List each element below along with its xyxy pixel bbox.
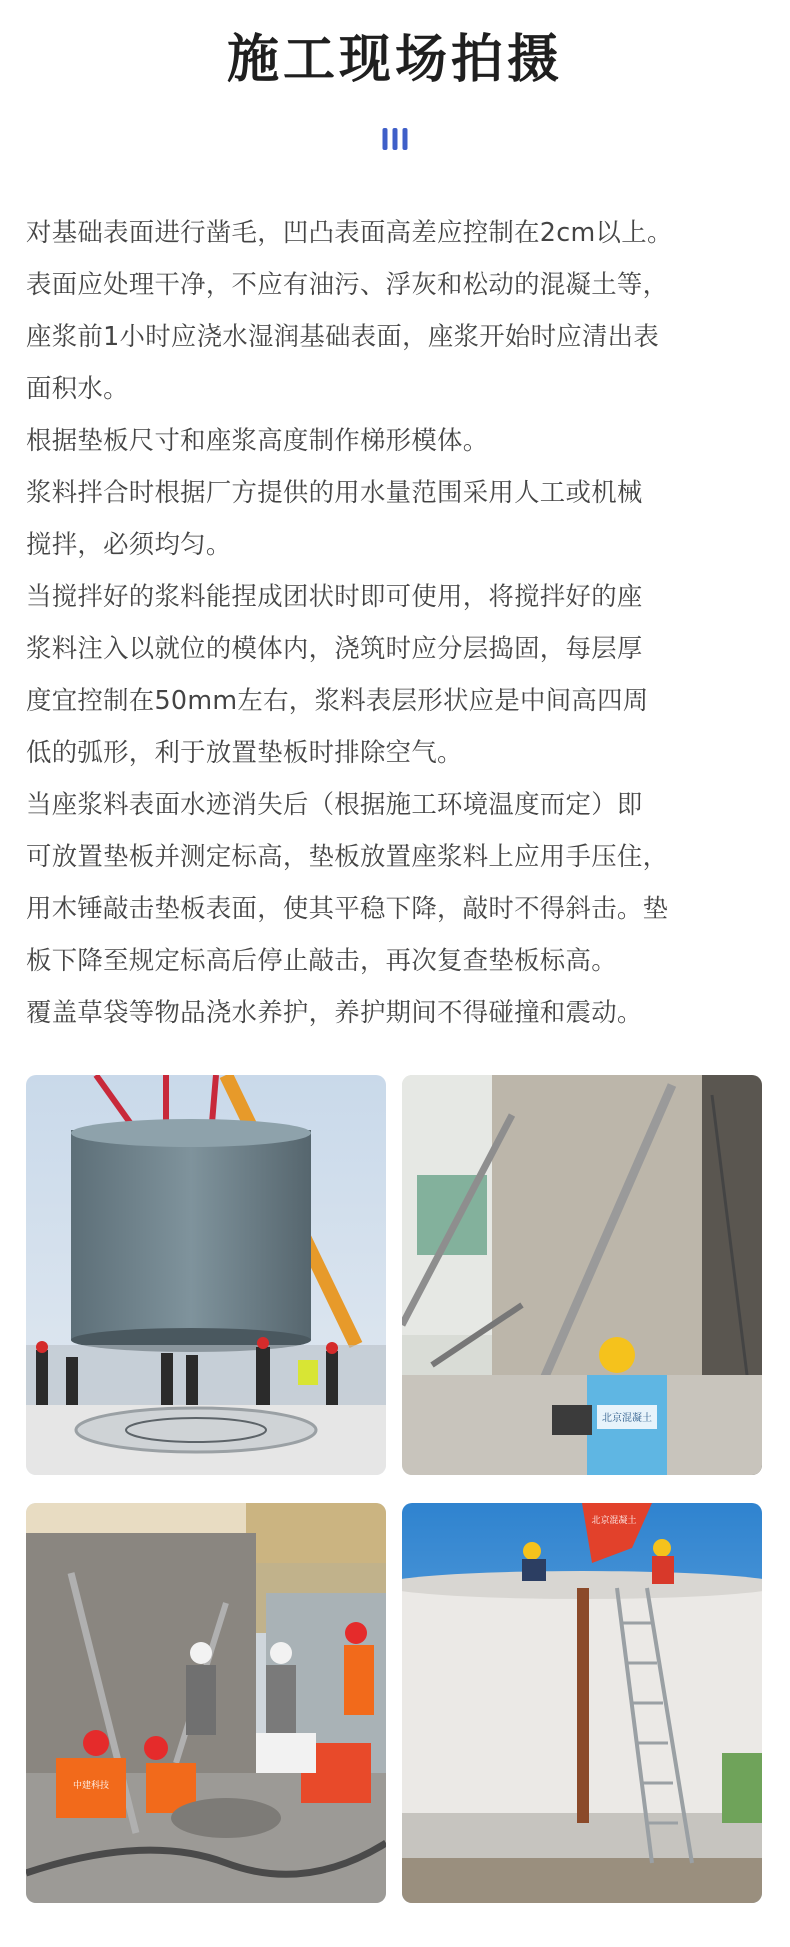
paragraph-formwork: 根据垫板尺寸和座浆高度制作梯形模体。 <box>26 425 489 455</box>
paragraph-pouring: 当搅拌好的浆料能捏成团状时即可使用，将搅拌好的座 浆料注入以就位的模体内，浇筑时应分层捣固，每层厚 度宜控制在50mm左右，浆料表层形状应是中间高四周 低的弧形，利于放置垫板时排除空气。 <box>26 581 649 767</box>
article-body <box>26 206 786 1038</box>
paragraph-surface-prep: 对基础表面进行凿毛，凹凸表面高差应控制在2cm以上。 表面应处理干净，不应有油污、浮灰和松动的混凝土等， 座浆前1小时应浇水湿润基础表面，座浆开始时应清出表 面积水。 <box>26 217 673 403</box>
vest-label-text: 北京混凝土 <box>602 1413 652 1424</box>
page-title: 施工现场拍摄 <box>226 30 563 90</box>
photo-finished-tower-base[interactable] <box>402 1503 762 1903</box>
crane-label-text: 北京混凝土 <box>591 1516 637 1526</box>
paragraph-mixing: 浆料拌合时根据厂方提供的用水量范围采用人工或机械 搅拌，必须均匀。 <box>26 477 643 559</box>
photo-tower-segment-hoisting[interactable] <box>26 1075 386 1475</box>
vest-label-text: 中建科技 <box>72 1781 110 1791</box>
photo-crew-panel-base[interactable] <box>26 1503 386 1903</box>
title-divider-icon <box>383 128 408 150</box>
paragraph-shim-placement: 当座浆料表面水迹消失后（根据施工环境温度而定）即 可放置垫板并测定标高，垫板放置座浆料上应用手压住， 用木锤敲击垫板表面，使其平稳下降，敲时不得斜击。垫 板下降至规定标高后停止敲击，再次复查垫板标高。 <box>26 789 669 975</box>
paragraph-curing: 覆盖草袋等物品浇水养护，养护期间不得碰撞和震动。 <box>26 997 643 1027</box>
photo-worker-grouting-wall[interactable] <box>402 1075 762 1475</box>
